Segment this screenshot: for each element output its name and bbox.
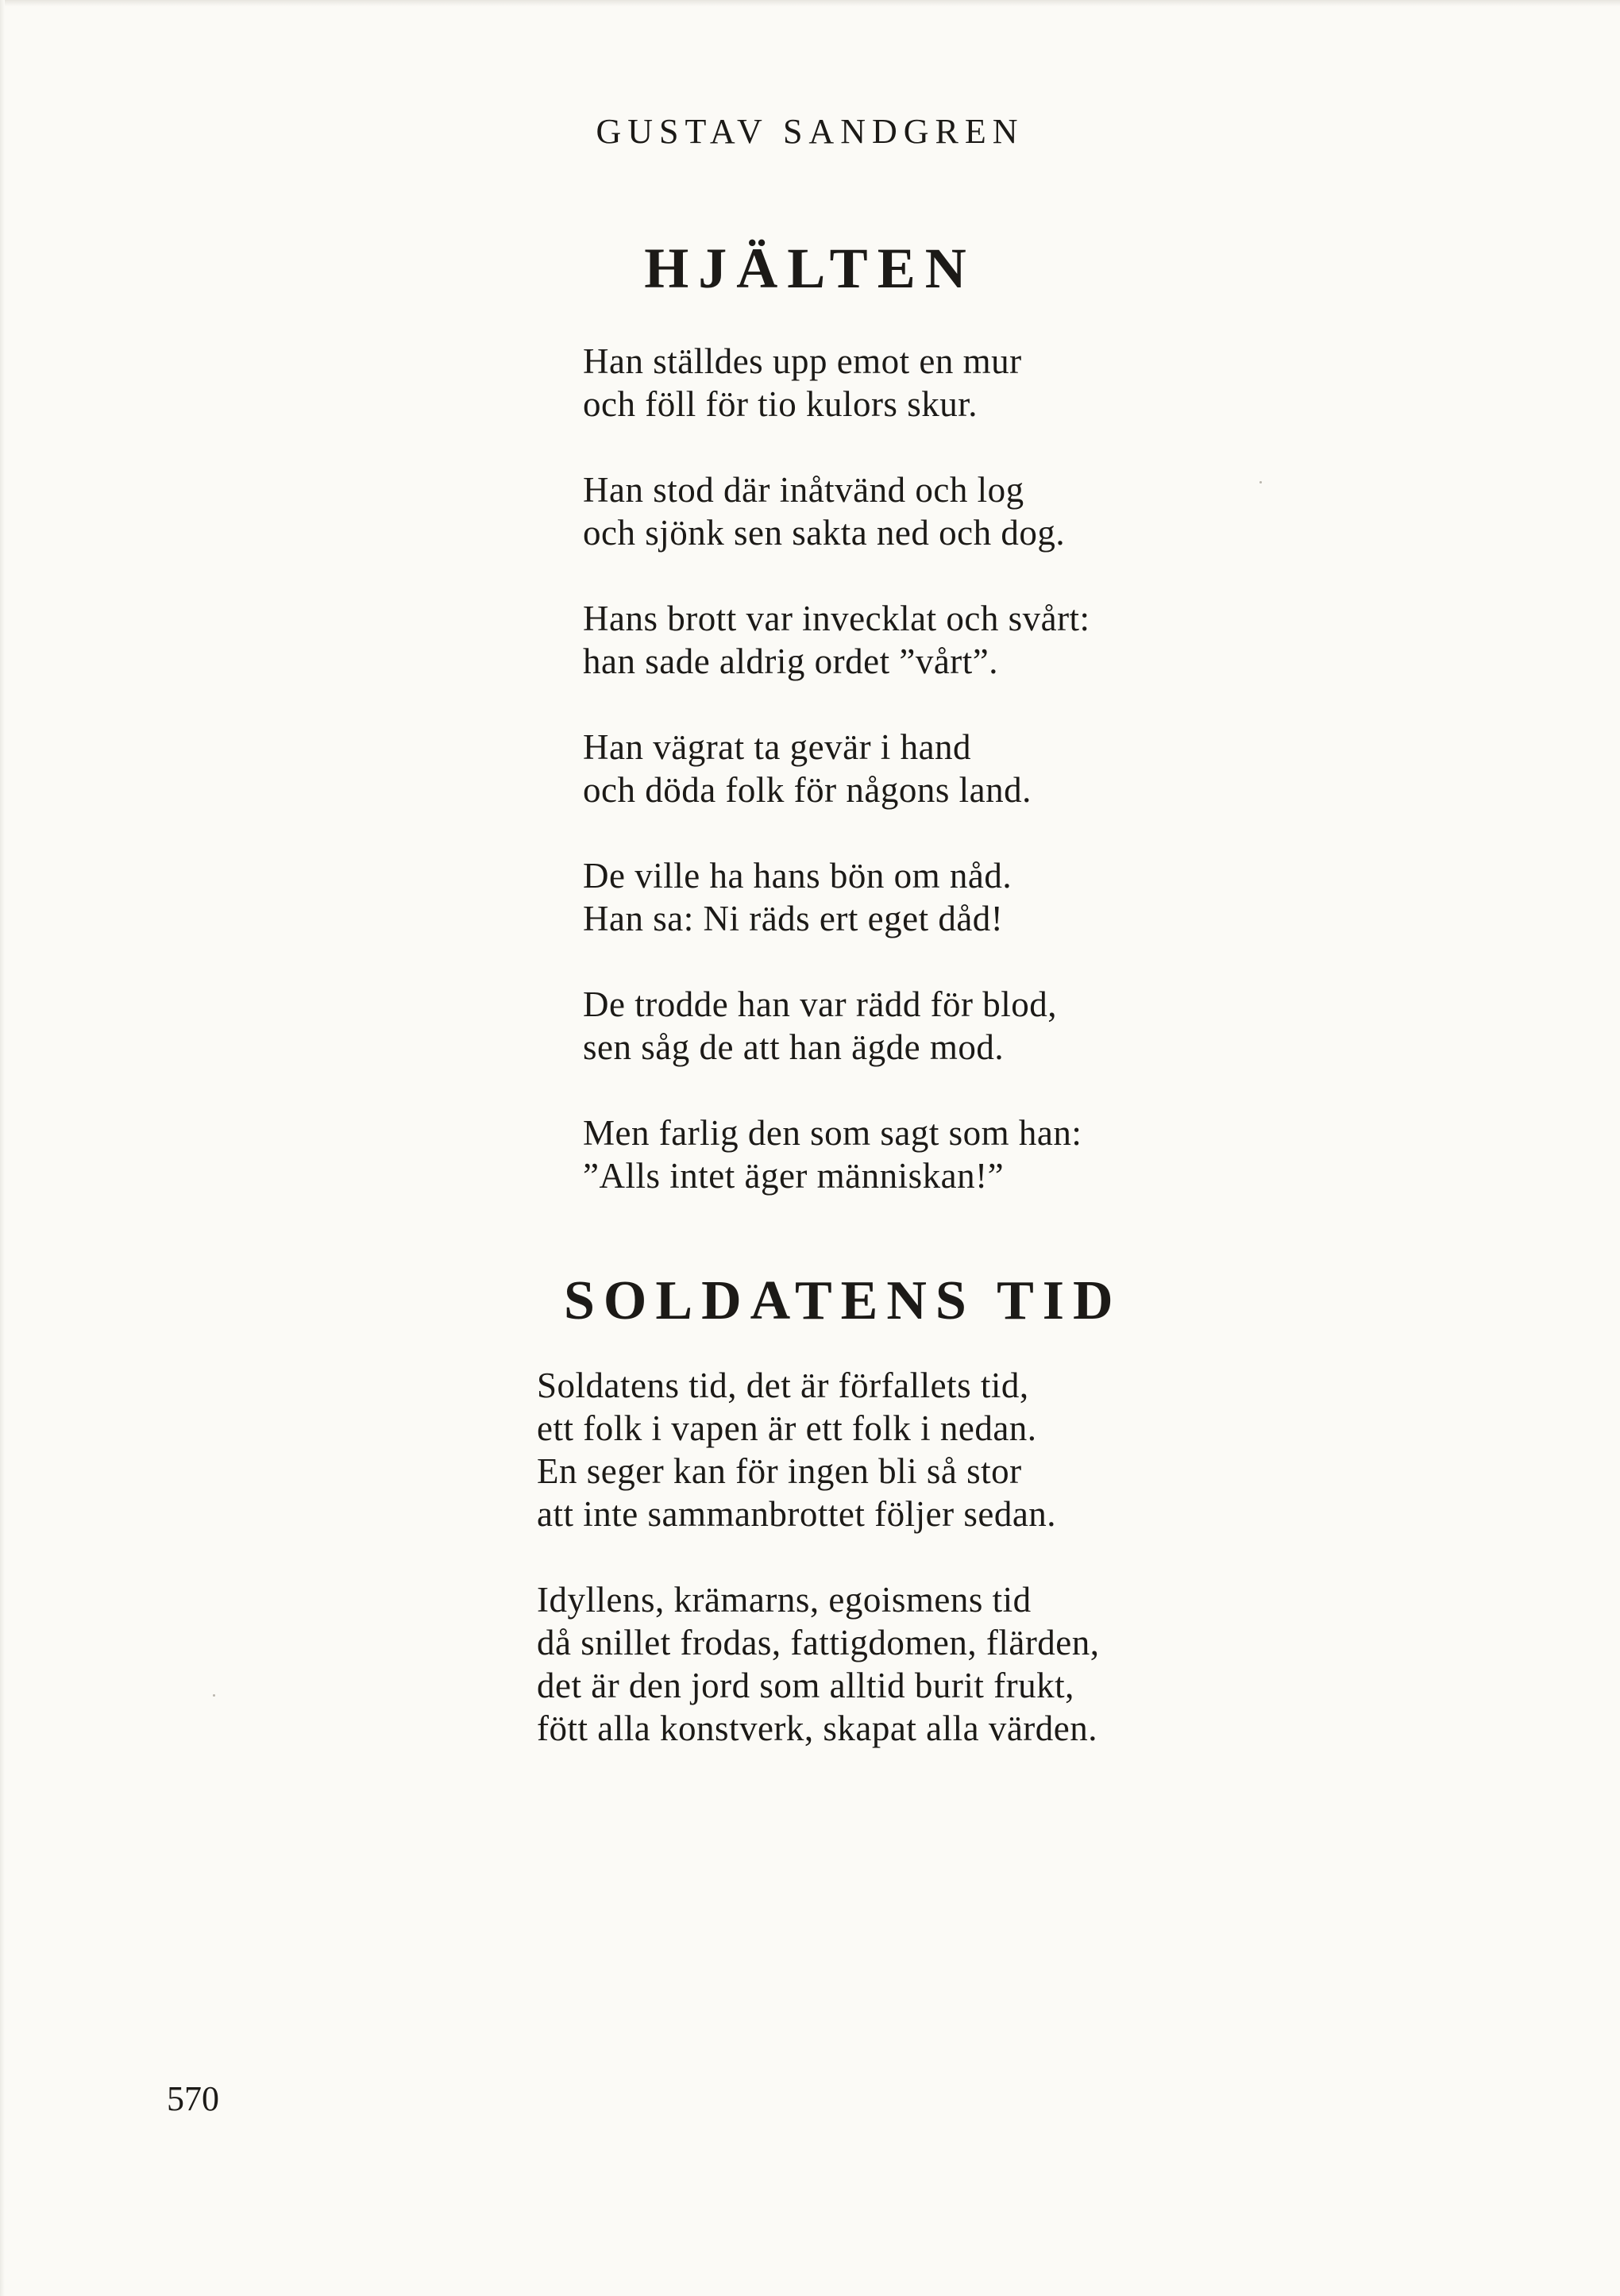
verse-line: Han vägrat ta gevär i hand — [583, 727, 972, 767]
stanza — [537, 1364, 1100, 1535]
verse-line: han sade aldrig ordet ”vårt”. — [583, 641, 999, 681]
page-number: 570 — [167, 2079, 219, 2118]
verse-line: och döda folk för någons land. — [583, 770, 1032, 810]
verse-line: Hans brott var invecklat och svårt: — [583, 599, 1090, 638]
verse-line: ”Alls intet äger människan!” — [583, 1156, 1005, 1196]
verse-line: att inte sammanbrottet följer sedan. — [537, 1494, 1057, 1534]
verse-line: ett folk i vapen är ett folk i nedan. — [537, 1408, 1037, 1448]
stanza — [583, 983, 1090, 1069]
stanza — [583, 854, 1090, 940]
verse-line: Han stod där inåtvänd och log — [583, 470, 1024, 510]
verse-line: Soldatens tid, det är förfallets tid, — [537, 1366, 1029, 1405]
stanza — [583, 597, 1090, 683]
verse-line: sen såg de att han ägde mod. — [583, 1027, 1005, 1067]
poem-body — [537, 1364, 1100, 1750]
verse-line: fött alla konstverk, skapat alla värden. — [537, 1709, 1098, 1748]
verse-line: En seger kan för ingen bli så stor — [537, 1451, 1022, 1491]
stanza — [583, 726, 1090, 811]
paper-speck — [213, 1694, 215, 1697]
poem-title: HJÄLTEN — [644, 237, 976, 300]
verse-line: Han sa: Ni räds ert eget dåd! — [583, 899, 1004, 938]
verse-line: och föll för tio kulors skur. — [583, 384, 978, 424]
author-name: GUSTAV SANDGREN — [596, 112, 1024, 151]
verse-line: Men farlig den som sagt som han: — [583, 1113, 1082, 1153]
verse-line: det är den jord som alltid burit frukt, — [537, 1666, 1074, 1705]
paper-speck — [1259, 481, 1262, 483]
verse-line: och sjönk sen sakta ned och dog. — [583, 513, 1066, 553]
verse-line: De trodde han var rädd för blod, — [583, 984, 1058, 1024]
stanza — [583, 468, 1090, 554]
verse-line: Idyllens, krämarns, egoismens tid — [537, 1580, 1032, 1620]
stanza — [583, 1111, 1090, 1197]
stanza — [583, 340, 1090, 426]
page-edge — [0, 0, 1620, 6]
poem-body — [583, 340, 1090, 1197]
verse-line: De ville ha hans bön om nåd. — [583, 856, 1012, 896]
verse-line: då snillet frodas, fattigdomen, flärden, — [537, 1623, 1100, 1662]
page-edge — [0, 0, 5, 2296]
stanza — [537, 1578, 1100, 1750]
poem-title: SOLDATENS TID — [564, 1270, 1122, 1331]
verse-line: Han ställdes upp emot en mur — [583, 341, 1022, 381]
